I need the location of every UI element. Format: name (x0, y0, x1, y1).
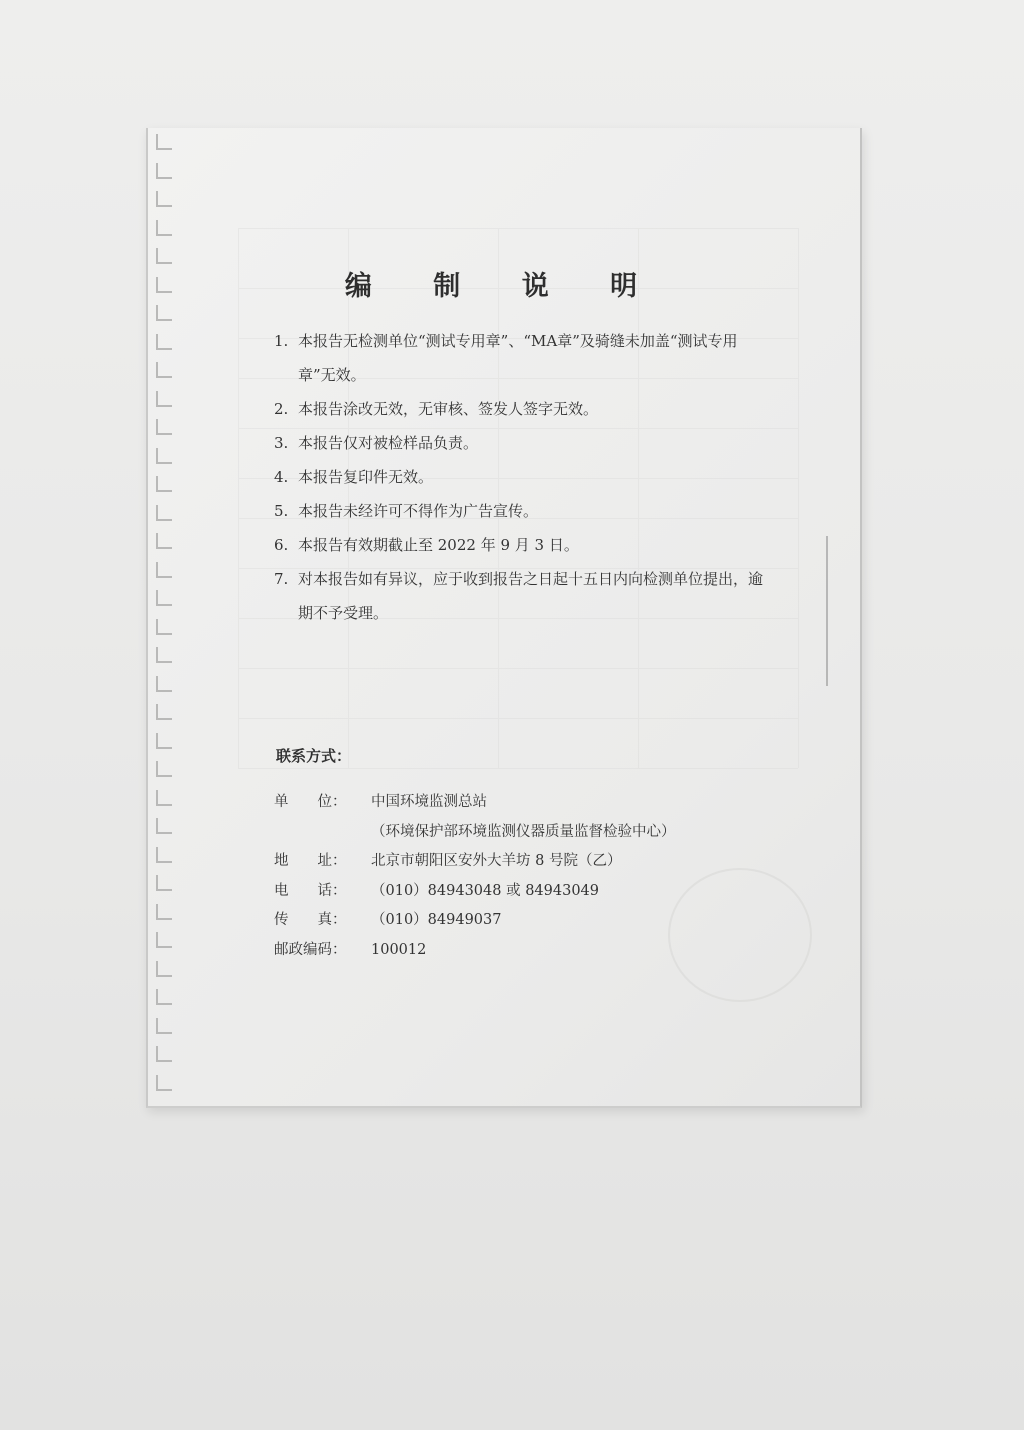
ghost-col-line (798, 228, 799, 768)
note-number: 2. (274, 400, 289, 418)
contact-row-fax (274, 906, 794, 936)
address-value: 北京市朝阳区安外大羊坊 8 号院（乙） (371, 853, 622, 869)
binding-hole (156, 163, 172, 179)
binding-hole (156, 932, 172, 948)
address-label: 地 址： (274, 853, 347, 869)
binding-hole (156, 904, 172, 920)
fax-value: （010）84949037 (371, 912, 502, 928)
note-text: 本报告未经许可不得作为广告宣传。 (298, 502, 539, 520)
binding-hole (156, 647, 172, 663)
note-item (274, 528, 774, 562)
note-text: 本报告涂改无效，无审核、签发人签字无效。 (298, 400, 599, 418)
binding-hole (156, 562, 172, 578)
contact-row-address (274, 847, 794, 877)
binding-hole (156, 505, 172, 521)
contact-row-unit-cont (274, 818, 794, 848)
binding-hole (156, 847, 172, 863)
binding-hole (156, 448, 172, 464)
binding-hole (156, 220, 172, 236)
fax-label: 传 真： (274, 912, 347, 928)
note-number: 7. (274, 570, 289, 588)
contact-block (274, 788, 794, 965)
note-item (274, 392, 774, 426)
note-number: 3. (274, 434, 289, 452)
note-item (274, 494, 774, 528)
binding-hole (156, 875, 172, 891)
postcode-value: 100012 (371, 941, 427, 958)
binding-hole (156, 334, 172, 350)
note-number: 4. (274, 468, 289, 486)
ghost-col-line (238, 228, 239, 768)
note-number: 5. (274, 502, 289, 520)
note-number: 1. (274, 332, 289, 350)
note-item (274, 562, 774, 630)
contact-row-postcode (274, 936, 794, 966)
ghost-row-line (238, 718, 798, 719)
note-text: 本报告复印件无效。 (298, 468, 434, 486)
binding-hole (156, 391, 172, 407)
binding-hole (156, 676, 172, 692)
binding-hole (156, 989, 172, 1005)
postcode-label: 邮政编码： (274, 941, 347, 958)
ghost-row-line (238, 228, 798, 229)
binding-hole (156, 533, 172, 549)
ghost-row-line (238, 668, 798, 669)
binding-hole (156, 961, 172, 977)
binding-hole (156, 590, 172, 606)
binding-hole (156, 191, 172, 207)
binding-hole (156, 134, 172, 150)
contact-heading: 联系方式： (276, 747, 352, 765)
ghost-row-line (238, 768, 798, 769)
unit-value: 中国环境监测总站 (371, 794, 487, 810)
contact-row-phone (274, 877, 794, 907)
page-title: 编 制 说 明 (344, 271, 664, 302)
binding-hole (156, 761, 172, 777)
binding-hole (156, 790, 172, 806)
phone-value: （010）84943048 或 84943049 (371, 882, 599, 899)
binding-hole (156, 305, 172, 321)
notes-list (274, 324, 774, 630)
note-item (274, 324, 774, 392)
contact-row-unit (274, 788, 794, 818)
document-page (146, 128, 862, 1108)
note-number: 6. (274, 536, 289, 554)
binding-hole (156, 476, 172, 492)
note-text: 本报告仅对被检样品负责。 (298, 434, 479, 452)
note-text: 本报告有效期截止至 2022 年 9 月 3 日。 (298, 536, 579, 554)
binding-hole (156, 733, 172, 749)
phone-label: 电 话： (274, 882, 347, 899)
binding-hole (156, 362, 172, 378)
binding-hole (156, 1046, 172, 1062)
binding-hole (156, 419, 172, 435)
binding-hole (156, 1075, 172, 1091)
binding-hole (156, 704, 172, 720)
binding-hole (156, 248, 172, 264)
seam-stamp (826, 536, 848, 686)
binding-hole (156, 619, 172, 635)
unit-label: 单 位： (274, 794, 347, 810)
note-item (274, 426, 774, 460)
note-text: 本报告无检测单位“测试专用章”、“MA章”及骑缝未加盖“测试专用章”无效。 (298, 332, 738, 384)
note-item (274, 460, 774, 494)
note-text: 对本报告如有异议，应于收到报告之日起十五日内向检测单位提出，逾期不予受理。 (298, 570, 764, 622)
binding-hole (156, 818, 172, 834)
binding-hole (156, 1018, 172, 1034)
unit-value-2: （环境保护部环境监测仪器质量监督检验中心） (371, 823, 676, 840)
